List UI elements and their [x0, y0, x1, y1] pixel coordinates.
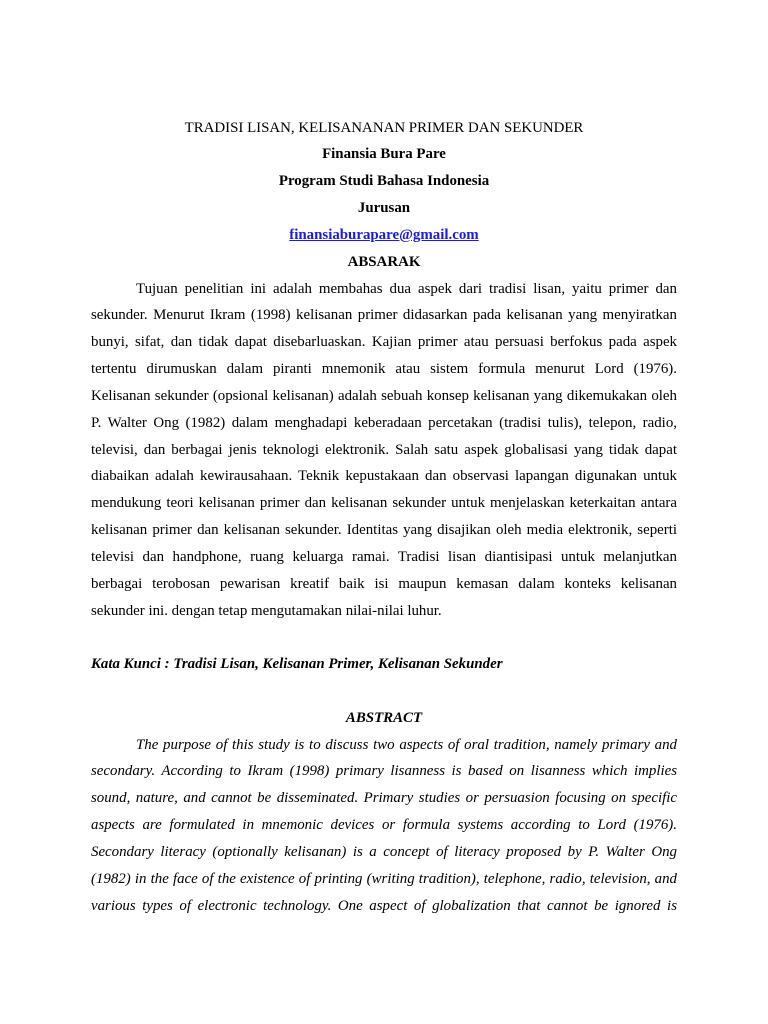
abstrak-heading: ABSARAK [347, 253, 421, 270]
abstrak-line: P. Walter Ong (1982) dalam menghadapi keberadaan percetakan (tradisi tulis), telepon, radio, [91, 414, 677, 431]
abstract-line: (1982) in the face of the existence of printing (writing tradition), telephone, radio, television, and [91, 870, 677, 887]
abstrak-line: sekunder. Menurut Ikram (1998) kelisanan primer didasarkan pada kelisanan yang menyiratkan [91, 307, 677, 324]
department-name: Jurusan [357, 200, 411, 217]
abstract-line: sound, nature, and cannot be disseminated. Primary studies or persuasion focusing on specific [91, 790, 677, 807]
abstrak-line: tertentu dirumuskan dalam piranti mnemonik atau sistem formula menurut Lord (1976). [91, 361, 677, 378]
abstract-paragraph [91, 732, 677, 920]
abstrak-line: televisi, dan berbagai jenis teknologi elektronik. Salah satu aspek globalisasi yang tidak dapat [91, 441, 677, 458]
abstrak-line: Kelisanan sekunder (opsional kelisanan) adalah sebuah konsep kelisanan yang dikemukakan oleh [91, 387, 677, 404]
author-name: Finansia Bura Pare [322, 146, 446, 163]
abstrak-line: berbagai terobosan pewarisan kreatif baik isi maupun kemasan dalam konteks kelisanan [91, 575, 677, 592]
abstrak-line: kelisanan primer dan kelisanan sekunder. Identitas yang disajikan oleh media elektronik, seperti [91, 522, 677, 539]
abstrak-line: diabaikan adalah kewirausahaan. Teknik kepustakaan dan observasi lapangan digunakan untuk [91, 468, 677, 485]
abstract-heading: ABSTRACT [345, 709, 423, 726]
abstract-line: various types of electronic technology. One aspect of globalization that cannot be ignored is [91, 897, 677, 914]
abstract-line: Secondary literacy (optionally kelisanan) is a concept of literacy proposed by P. Walter Ong [91, 843, 677, 860]
abstrak-line: Tujuan penelitian ini adalah membahas dua aspek dari tradisi lisan, yaitu primer dan [136, 280, 677, 297]
abstract-line: secondary. According to Ikram (1998) primary lisanness is based on lisanness which implies [91, 763, 677, 780]
email-link[interactable]: finansiaburapare@gmail.com [289, 226, 479, 243]
email-line [91, 222, 677, 249]
abstrak-line: sekunder ini. dengan tetap mengutamakan nilai-nilai luhur. [91, 602, 442, 619]
paper-title: TRADISI LISAN, KELISANANAN PRIMER DAN SEKUNDER [184, 119, 584, 136]
abstrak-line: bunyi, sifat, dan tidak dapat disebarluaskan. Kajian primer atau persuasi berfokus pada aspek [91, 334, 677, 351]
page-content [91, 115, 677, 920]
abstract-line: aspects are formulated in mnemonic devices or formula systems according to Lord (1976). [91, 817, 677, 834]
abstrak-line: mendukung teori kelisanan primer dan kelisanan sekunder untuk menjelaskan keterkaitan antara [91, 495, 677, 512]
abstrak-line: televisi dan handphone, ruang keluarga ramai. Tradisi lisan diantisipasi untuk melanjutkan [91, 548, 677, 565]
keywords: Kata Kunci : Tradisi Lisan, Kelisanan Primer, Kelisanan Sekunder [91, 656, 503, 673]
program-name: Program Studi Bahasa Indonesia [278, 173, 490, 190]
abstract-line: The purpose of this study is to discuss two aspects of oral tradition, namely primary and [136, 736, 677, 753]
abstrak-paragraph [91, 276, 677, 625]
